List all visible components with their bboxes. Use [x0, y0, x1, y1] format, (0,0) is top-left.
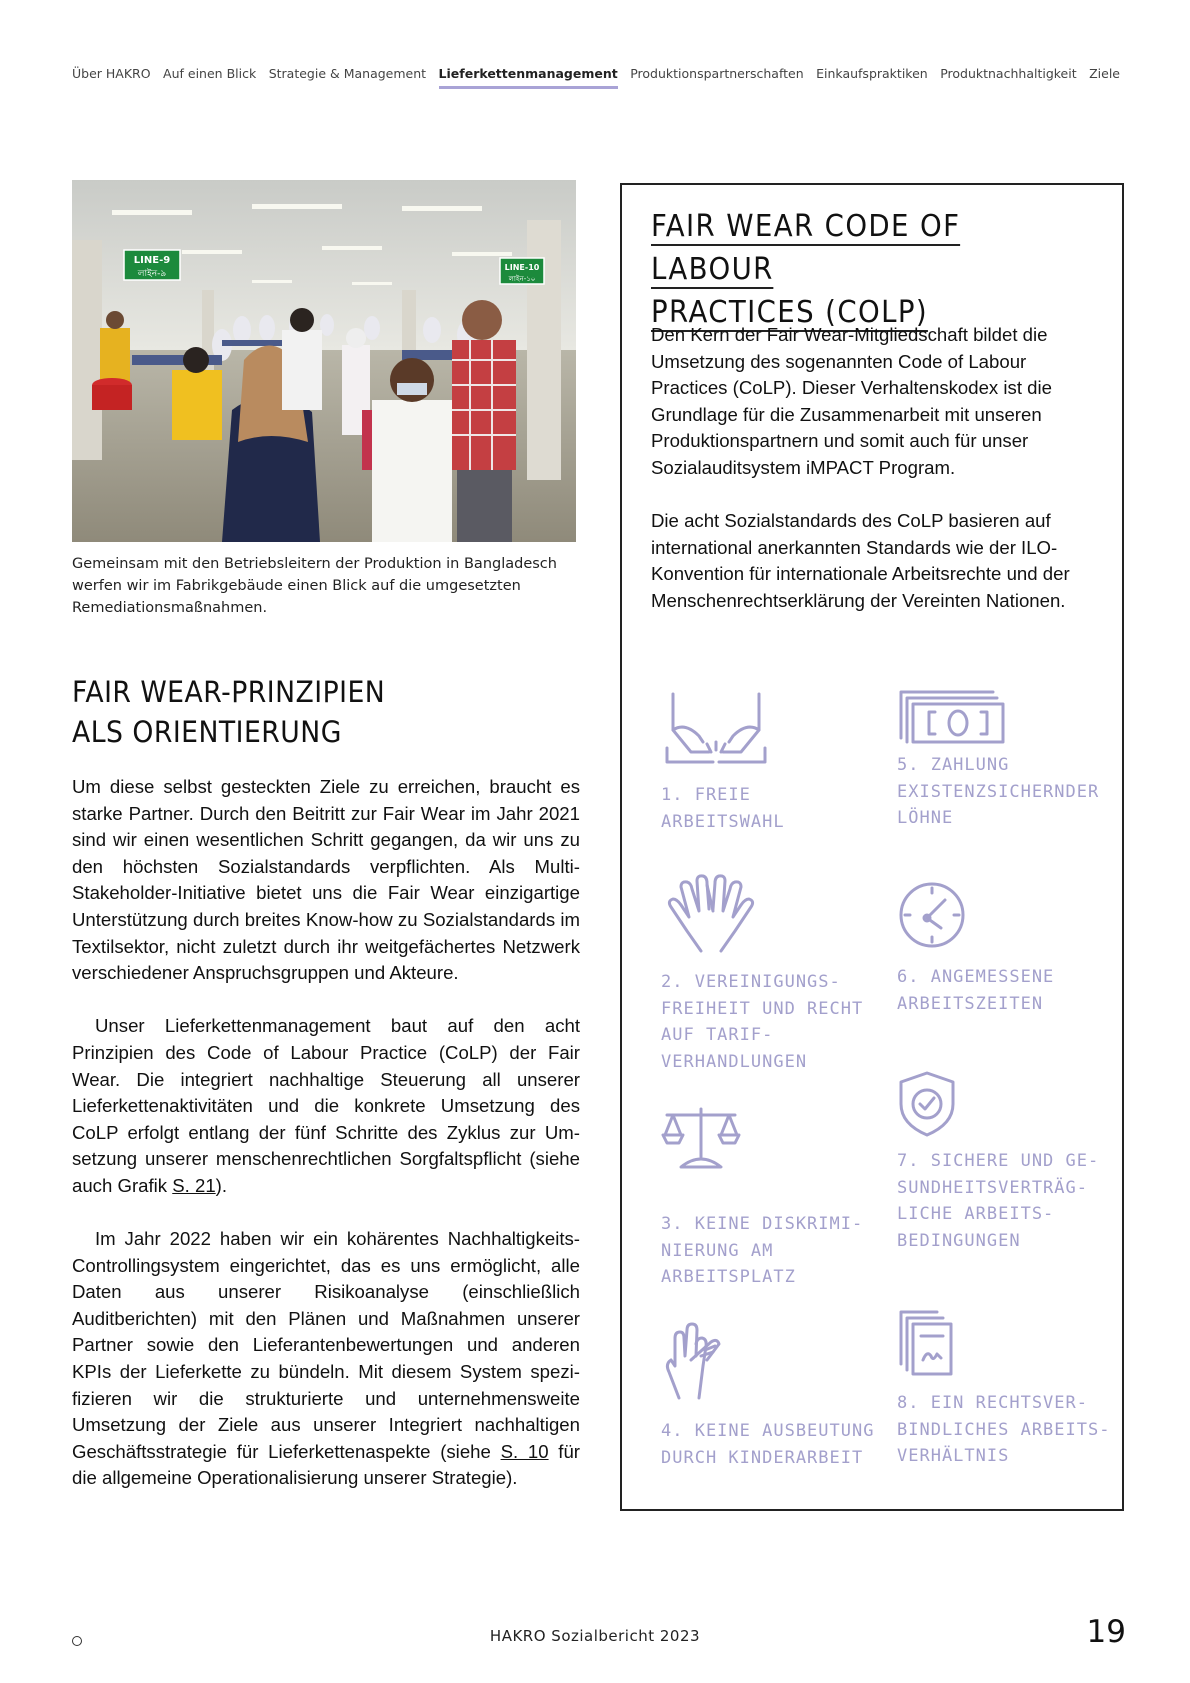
hands-icon	[661, 690, 771, 770]
standard-1	[661, 690, 881, 835]
svg-text:লাইন-৯: লাইন-৯	[137, 269, 167, 279]
standard-2	[661, 873, 881, 1075]
nav-item-ueber-hakro[interactable]: Über HAKRO	[72, 66, 151, 81]
article-heading	[72, 672, 385, 752]
footer-title: HAKRO Sozialbericht 2023	[489, 1627, 701, 1645]
colp-paragraph-1: Den Kern der Fair Wear-Mitgliedschaft bildet die Umsetzung des sogenannten Code of Labour Practices (CoLP). Dieser Verhaltenskodex ist die Grundlage für die Zusammenarbeit mit unseren Produktionspartnern und somit auch für unser Sozialauditsystem iMPACT Program.	[651, 324, 1052, 478]
colp-title	[651, 205, 1056, 334]
colp-title-line1: FAIR WEAR CODE OF LABOUR	[651, 209, 961, 287]
standard-4	[661, 1320, 881, 1471]
article-paragraph-3-text: Im Jahr 2022 haben wir ein kohärentes Nachhaltigkeits-Controllingsystem eingerichtet, das es uns ermöglicht, alle Daten aus unserer Risikoanalyse (einschließlich Auditberichten) mit den Plänen und Maßnahmen unserer Partner sowie den Lieferantenbewertungen und anderen KPIs der Lieferkette zu bündeln. Mit diesem System spezifizieren wir die strukturierte und unternehmensweite Umsetzung der Ziele aus unserer Integriert nachhaltigen Geschäftsstrategie für Lieferkettenaspekte (siehe	[72, 1228, 580, 1462]
standard-7	[897, 1070, 1117, 1254]
svg-text:লাইন-১০: লাইন-১০	[508, 275, 536, 283]
nav-item-ziele[interactable]: Ziele	[1089, 66, 1120, 81]
raised-hands-icon	[661, 873, 761, 955]
nav-item-produktionspartnerschaften[interactable]: Produktionspartnerschaften	[630, 66, 804, 81]
shield-check-icon	[897, 1070, 957, 1138]
standard-7-label: 7. SICHERE UND GE- SUNDHEITSVERTRÄG- LICHE ARBEITS- BEDINGUNGEN	[897, 1151, 1100, 1251]
money-icon	[897, 688, 1007, 746]
contract-icon	[897, 1308, 957, 1378]
article-paragraph-2-text: Unser Lieferkettenmanagement baut auf den acht Prinzipien des Code of Labour Practice (CoLP) der Fair Wear. Die integriert nachhaltige Steuerung all unserer Lieferkettenaktivitäten und die konkrete Umsetzung des CoLP erfolgt entlang der fünf Schritte des Zyklus zur Umsetzung unserer menschenrechtlichen Sorgfaltspflicht (siehe auch Grafik	[72, 1015, 580, 1196]
article-paragraph-3	[72, 1226, 580, 1492]
line-9-sign	[124, 250, 180, 280]
colp-text	[651, 322, 1091, 641]
article-paragraph-2	[72, 1013, 580, 1199]
standard-3-label: 3. KEINE DISKRIMI- NIERUNG AM ARBEITSPLATZ	[661, 1214, 864, 1288]
nav-item-auf-einen-blick[interactable]: Auf einen Blick	[163, 66, 257, 81]
standard-5	[897, 688, 1117, 832]
article-heading-line2: ALS ORIENTIERUNG	[72, 715, 342, 749]
line-10-sign	[500, 258, 544, 284]
standard-6	[897, 880, 1117, 1017]
standard-8-label: 8. EIN RECHTSVER- BINDLICHES ARBEITS- VERHÄLTNIS	[897, 1393, 1111, 1467]
child-hand-icon	[661, 1320, 721, 1400]
nav-item-lieferkettenmanagement[interactable]: Lieferkettenmanagement	[439, 66, 618, 89]
standard-3	[661, 1105, 881, 1291]
standard-6-label: 6. ANGEMESSENE ARBEITSZEITEN	[897, 967, 1055, 1014]
page-number: 19	[1086, 1614, 1126, 1650]
colp-title-line2: PRACTICES (COLP)	[651, 295, 929, 330]
article-heading-line1: FAIR WEAR-PRINZIPIEN	[72, 675, 386, 709]
svg-text:LINE-10: LINE-10	[504, 263, 540, 272]
svg-text:LINE-9: LINE-9	[133, 255, 171, 266]
article-paragraph-1: Um diese selbst gesteckten Ziele zu erreichen, braucht es starke Partner. Durch den Beitritt zur Fair Wear im Jahr 2021 sind wir einen wesentlichen Schritt gegangen, da wir uns zu den höchsten Sozialstandards verpflichten. Als Multi-Stakeholder-Initiative bietet uns die Fair Wear einzigartige Unterstützung durch breites Know-how zu Sozialstandards im Textilsektor, nicht zuletzt durch ihr weitgefächertes Netzwerk verschiedener Anspruchsgruppen und Akteure.	[72, 776, 580, 984]
article-paragraph-3-end: für die allgemeine Operationalisierung unserer Strategie).	[72, 1440, 580, 1489]
clock-icon	[897, 880, 967, 950]
standard-5-label: 5. ZAHLUNG EXISTENZSICHERNDER LÖHNE	[897, 755, 1100, 829]
standard-4-label: 4. KEINE AUSBEUTUNG DURCH KINDERARBEIT	[661, 1421, 875, 1468]
nav-item-produktnachhaltigkeit[interactable]: Produktnachhaltigkeit	[940, 66, 1077, 81]
nav-item-strategie-management[interactable]: Strategie & Management	[268, 66, 427, 81]
article-paragraph-2-end: ).	[215, 1174, 228, 1196]
photo-caption: Gemeinsam mit den Betriebsleitern der Produktion in Bangladesch werfen wir im Fabrikgebäude einen Blick auf die umgesetzten Remediationsmaßnahmen.	[72, 556, 557, 616]
standard-8	[897, 1308, 1117, 1470]
page-link-s10[interactable]: S. 10	[500, 1440, 549, 1462]
scale-icon	[661, 1105, 741, 1175]
page-link-s21[interactable]: S. 21	[172, 1174, 216, 1196]
standard-2-label: 2. VEREINIGUNGS- FREIHEIT UND RECHT AUF TARIF- VERHANDLUNGEN	[661, 972, 864, 1072]
standard-1-label: 1. FREIE ARBEITSWAHL	[661, 785, 785, 832]
top-navigation	[72, 66, 1120, 89]
factory-photo	[72, 180, 576, 542]
article-body	[72, 774, 580, 1519]
nav-item-einkaufspraktiken[interactable]: Einkaufspraktiken	[816, 66, 928, 81]
colp-paragraph-2: Die acht Sozialstandards des CoLP basieren auf international anerkannten Standards wie der ILO-Konvention für internationale Arbeitsrechte und der Menschenrechtserklärung der Vereinten Nationen.	[651, 510, 1070, 611]
